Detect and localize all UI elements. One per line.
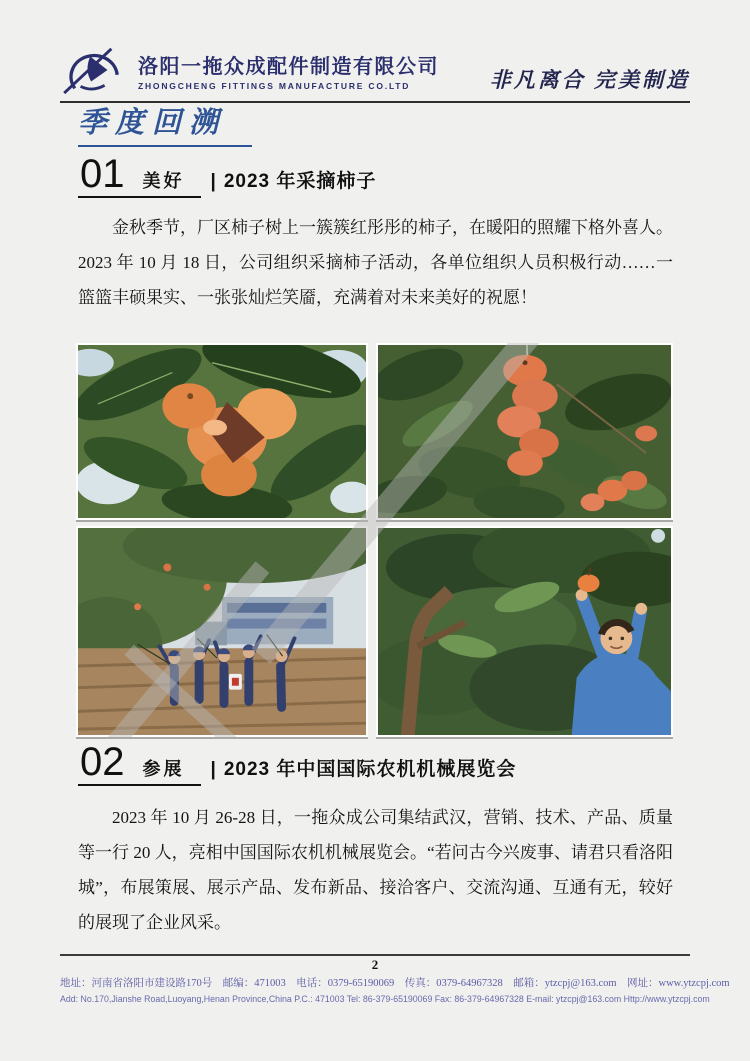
photo-worker-reaching [376,526,673,737]
photo-persimmons-closeup [76,343,368,520]
section-1-number: 01 [80,152,125,196]
company-slogan: 非凡离合 完美制造 [489,68,690,92]
company-name-block [138,50,439,91]
photo-persimmon-clusters [376,343,673,520]
section-2-title: 2023 年中国国际农机机械展览会 [223,759,517,781]
company-name-en: ZHONGCHENG FITTINGS MANUFACTURE CO.LTD [138,80,411,91]
page-footer [60,954,730,1004]
company-name-cn: 洛阳一拖众成配件制造有限公司 [138,55,439,78]
persimmons-closeup-image [78,345,366,518]
page-title: 季度回溯 [78,100,252,147]
footer-rule [60,954,690,956]
section-2-number-group [78,740,201,786]
page-header [60,44,690,103]
section-1-number-group [78,152,201,198]
worker-reaching-image [378,528,671,735]
group-picking-image [78,528,366,735]
section-1-paragraph: 金秋季节，厂区柿子树上一簇簇红彤彤的柿子，在暖阳的照耀下格外喜人。2023 年 10 月 18 日，公司组织采摘柿子活动，各单位组织人员积极行动……一篮篮丰硕果实、一张张灿烂笑靥，充满着对未来美好的祝愿！ [78,218,673,307]
section-1-title: 2023 年采摘柿子 [223,171,377,193]
section-2-tag: 参展 [142,759,185,780]
photo-grid [76,343,673,737]
page-number: 2 [371,957,379,972]
section-1-tag: 美好 [142,171,185,192]
footer-contact-cn: 地址：河南省洛阳市建设路170号 邮编：471003 电话：0379-65190069 传真：0379-64967328 邮箱：ytzcpj@163.com 网址：www.ytzcpj.com [60,978,730,989]
persimmon-clusters-image [378,345,671,518]
section-2-number: 02 [80,740,125,784]
section-2-heading [78,740,517,786]
header-logo-row [60,44,690,96]
footer-contact-en: Add: No.170,Jianshe Road,Luoyang,Henan Province,China P.C.: 471003 Tel: 86-379-65190069 Fax: 86-379-64967328 E-mail: ytzcpj@163.com Http://www.ytzcpj.com [60,994,710,1004]
photo-group-picking [76,526,368,737]
section-2-paragraph: 2023 年 10 月 26-28 日，一拖众成公司集结武汉，营销、技术、产品、质量等一行 20 人，亮相中国国际农机机械展览会。“若问古今兴废事、请君只看洛阳城”，布展策展、展示产品、发布新品、接洽客户、交流沟通、互通有无，较好的展现了企业风采。 [78,808,673,932]
section-1-heading [78,152,377,198]
section-1-separator: | [210,171,216,193]
company-logo-icon [60,44,130,96]
section-2-separator: | [210,759,216,781]
